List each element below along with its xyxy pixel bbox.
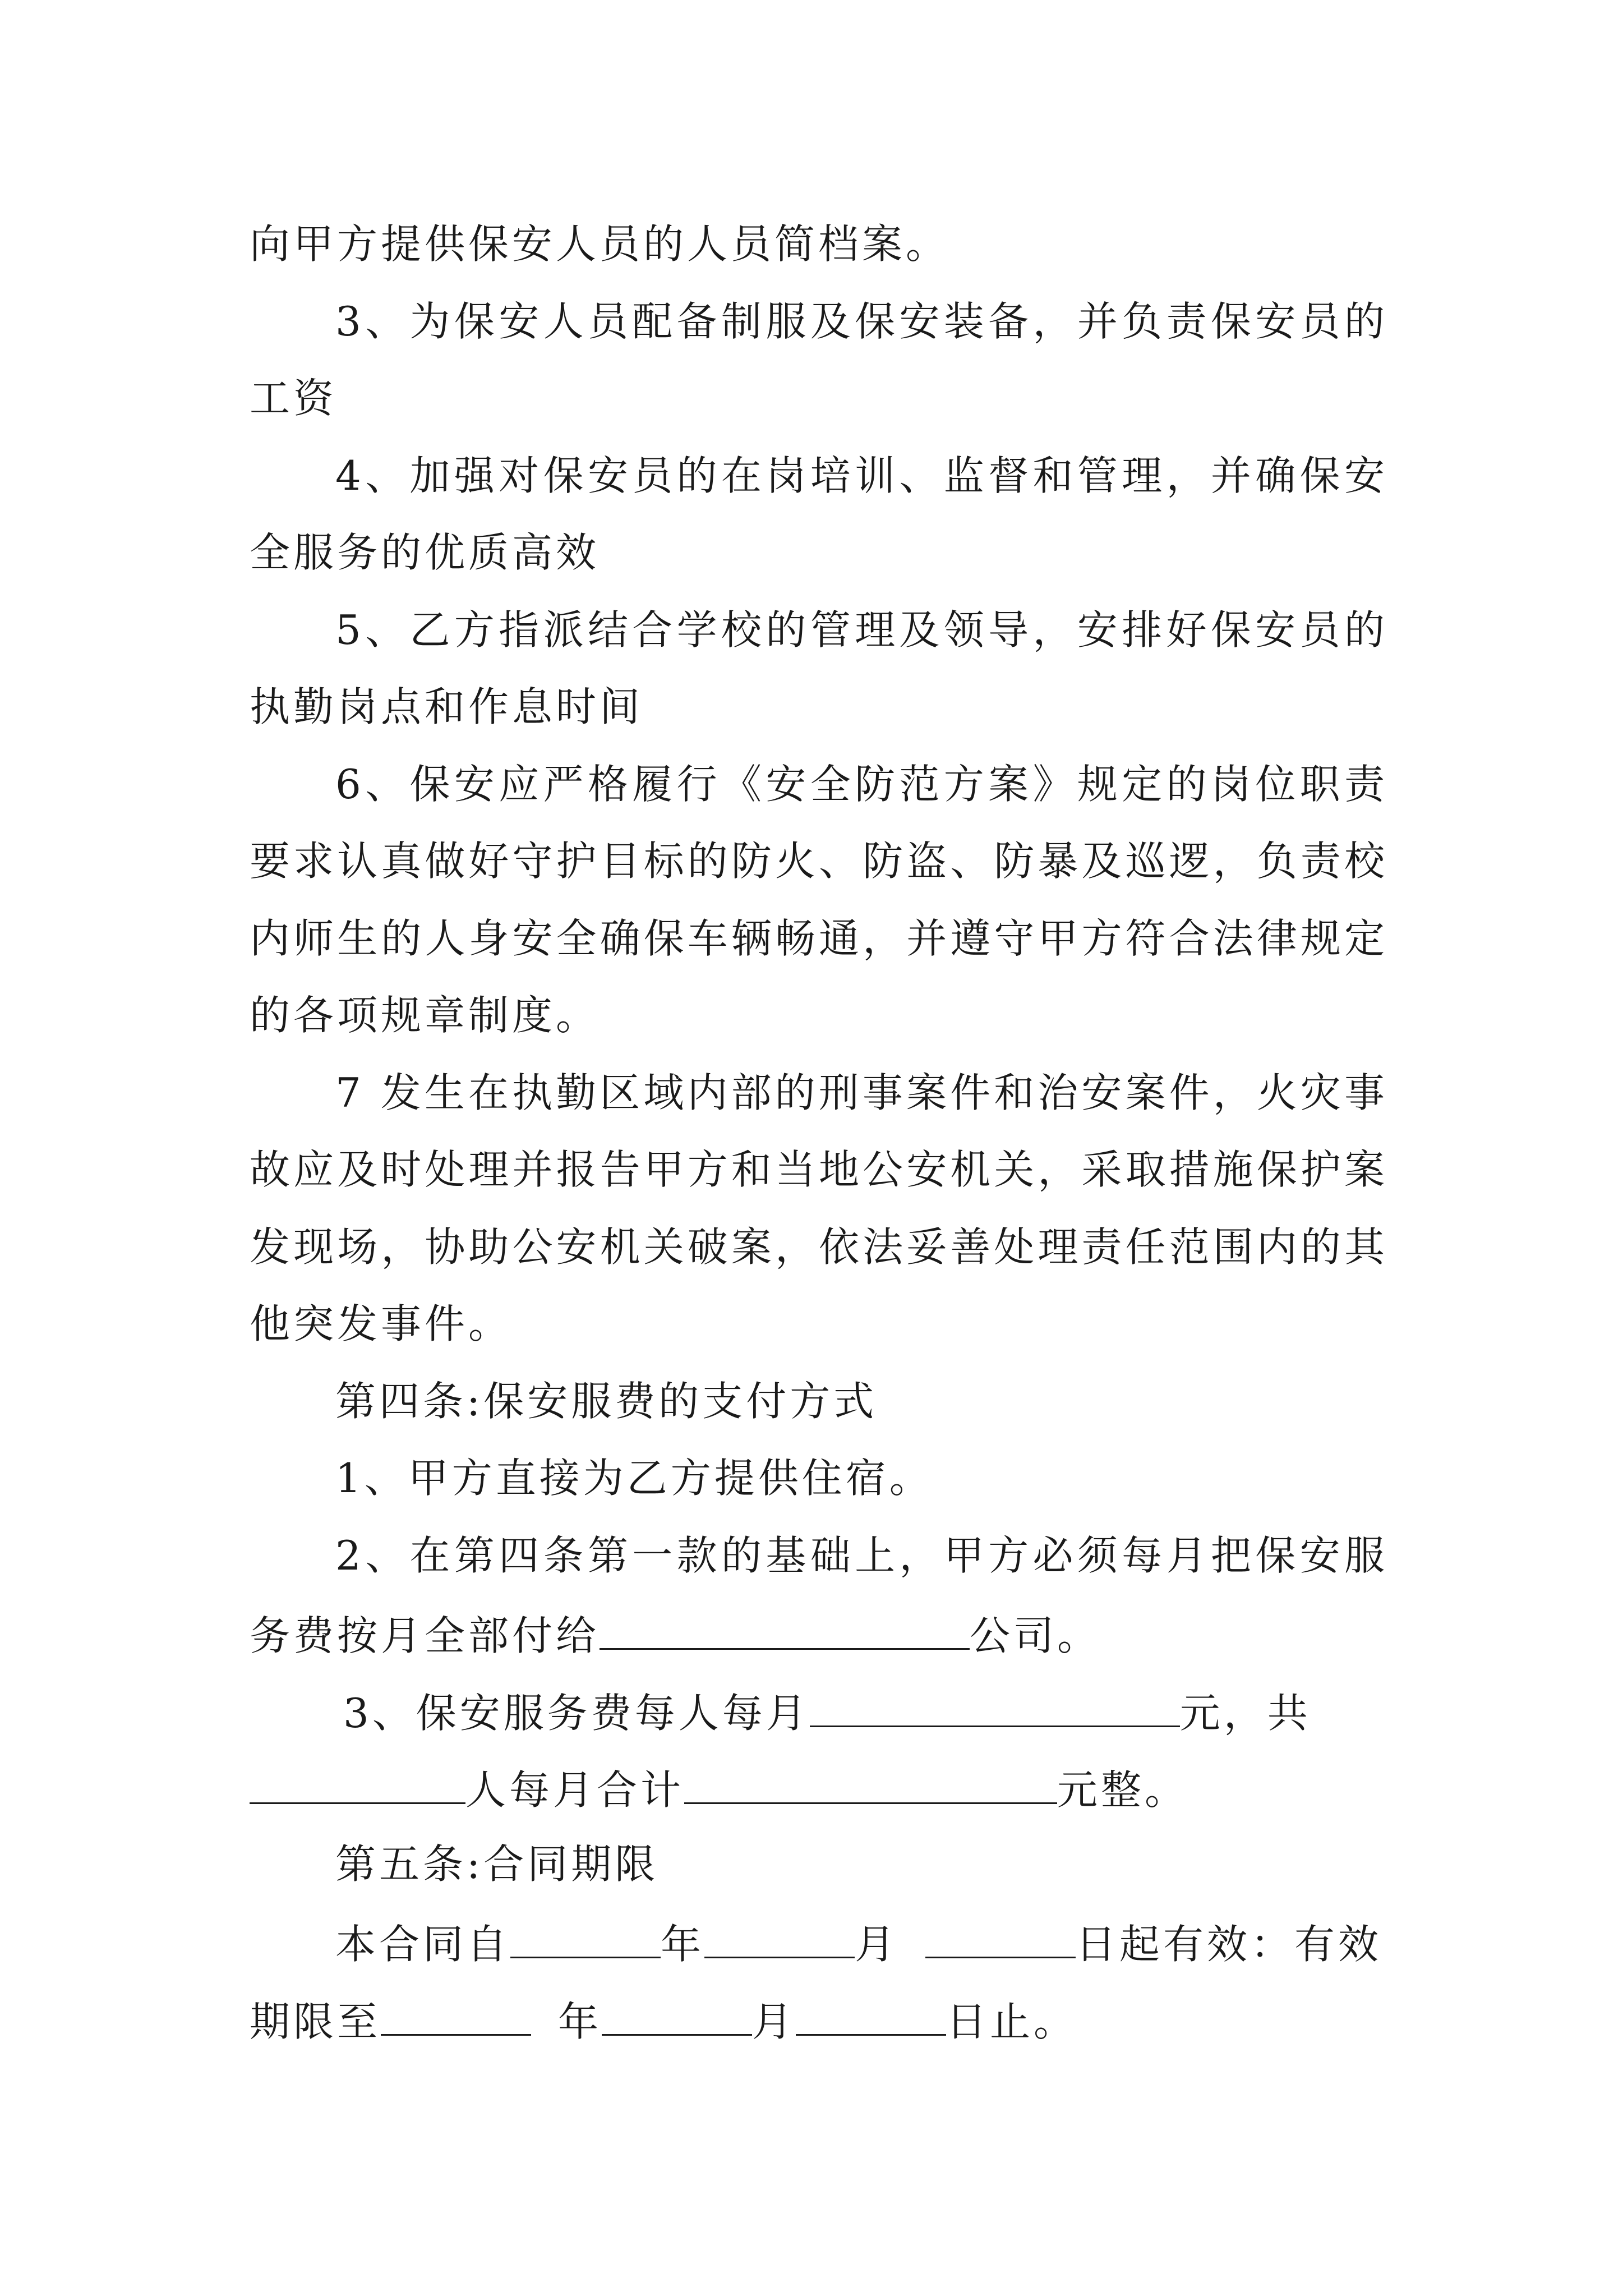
month-label: 月 <box>855 1921 899 1968</box>
end-month-blank[interactable] <box>602 1990 752 2036</box>
text-line: 2、在第四条第一款的基础上，甲方必须每月把保安服 <box>335 1532 1388 1579</box>
effective-label: 日起有效：有效 <box>1076 1921 1382 1968</box>
term-line-2 <box>250 1990 1388 2046</box>
monthly-fee-blank[interactable] <box>810 1682 1180 1727</box>
text-line: 工资 <box>250 375 338 422</box>
fee-text: 人每月合计 <box>465 1766 685 1814</box>
text-line: 全服务的优质高效 <box>250 529 600 576</box>
text-line: 内师生的人身安全确保车辆畅通，并遵守甲方符合法律规定 <box>250 915 1388 962</box>
start-month-blank[interactable] <box>704 1913 855 1958</box>
total-amount-blank[interactable] <box>684 1759 1057 1804</box>
text-line: 他突发事件。 <box>250 1300 513 1347</box>
end-label: 日止。 <box>946 1998 1078 2045</box>
article-heading: 第四条:保安服费的支付方式 <box>335 1378 878 1425</box>
company-blank[interactable] <box>600 1604 970 1650</box>
end-day-blank[interactable] <box>796 1990 946 2036</box>
fee-text-end: 公司。 <box>970 1612 1101 1659</box>
fee-line-b <box>343 1682 1388 1738</box>
text-line: 7 发生在执勤区域内部的刑事案件和治安案件，火灾事 <box>335 1069 1388 1116</box>
text-line: 的各项规章制度。 <box>250 992 600 1039</box>
year-label: 年 <box>661 1921 705 1968</box>
text-line: 要求认真做好守护目标的防火、防盗、防暴及巡逻，负责校 <box>250 838 1388 885</box>
text-line: 故应及时处理并报告甲方和当地公安机关，采取措施保护案 <box>250 1146 1388 1193</box>
end-year-blank[interactable] <box>381 1990 531 2036</box>
text-line: 发现场，协助公安机关破案，依法妥善处理责任范围内的其 <box>250 1223 1388 1271</box>
text-line: 1、甲方直接为乙方提供住宿。 <box>335 1455 933 1502</box>
fee-text: 务费按月全部付给 <box>250 1612 600 1659</box>
term-text: 期限至 <box>250 1998 381 2045</box>
fee-text-end: 元，共 <box>1179 1690 1311 1737</box>
text-line: 6、保安应严格履行《安全防范方案》规定的岗位职责 <box>335 761 1388 808</box>
article-heading: 第五条:合同期限 <box>335 1841 659 1888</box>
term-line-1 <box>335 1913 1388 1969</box>
text-line: 4、加强对保安员的在岗培训、监督和管理，并确保安 <box>335 452 1388 499</box>
start-day-blank[interactable] <box>925 1913 1076 1958</box>
fee-line-a <box>250 1604 1388 1660</box>
fee-line-c <box>250 1759 1388 1815</box>
month-label: 月 <box>752 1998 796 2045</box>
fee-text-end: 元整。 <box>1057 1766 1189 1814</box>
start-year-blank[interactable] <box>510 1913 661 1958</box>
term-text: 本合同自 <box>335 1921 511 1968</box>
fee-text: 3、保安服务费每人每月 <box>343 1690 810 1737</box>
text-line: 向甲方提供保安人员的人员简档案。 <box>250 220 950 268</box>
text-line: 5、乙方指派结合学校的管理及领导，安排好保安员的 <box>335 606 1388 654</box>
year-label: 年 <box>558 1998 602 2045</box>
people-count-blank[interactable] <box>250 1759 465 1804</box>
text-line: 执勤岗点和作息时间 <box>250 683 644 730</box>
text-line: 3、为保安人员配备制服及保安装备，并负责保安员的 <box>335 298 1388 345</box>
